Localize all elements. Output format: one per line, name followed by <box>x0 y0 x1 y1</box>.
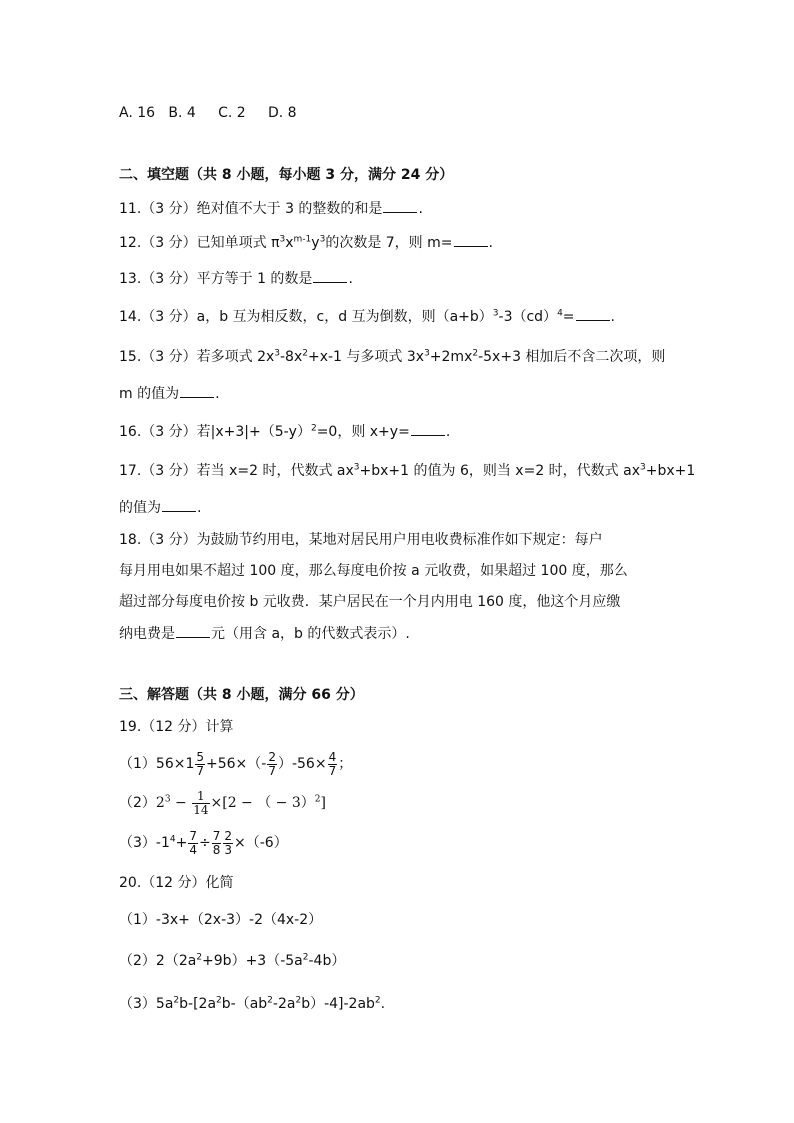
fraction: $\frac{2}{3}$ <box>224 828 232 857</box>
question-19-part2: $(2)2^3$ − $\frac{1}{14}$ ×[2 − （ − 3）$^2$] <box>119 788 326 817</box>
fraction: $\frac{2}{7}$ <box>268 749 276 778</box>
answer-blank <box>411 421 445 436</box>
answer-blank <box>576 306 610 321</box>
fraction: $\frac{5}{7}$ <box>196 749 204 778</box>
question-20-title: 20.（12 分）化简 <box>119 875 234 891</box>
question-18-line1: 18.（3 分）为鼓励节约用电，某地对居民用户用电收费标准作如下规定：每户 <box>119 532 603 548</box>
question-15-line2: m 的值为 . <box>119 383 220 404</box>
question-20-part2: $(2)2(2a^2+9b)+3(-5a^2-4b)$ <box>119 952 346 969</box>
section-answer-title: 三、解答题（共 8 小题，满分 66 分） <box>119 687 364 703</box>
fraction: $\frac{4}{7}$ <box>328 749 337 778</box>
question-20-part3: $(3)5a^2b-[2a^2b-(ab^2-2a^2b)-4]-2ab^2$. <box>119 995 386 1012</box>
question-20-part1: （1）-3x+（2x-3）-2（4x-2） <box>119 912 323 928</box>
question-16: 16.（3 分）若$|x+3|+(5-y)^2=0$，则 x+y= . <box>119 421 450 442</box>
answer-blank <box>176 623 210 638</box>
question-12: 12.（3 分）已知单项式 $\pi^3x^{m-1}y^3$的次数是 7，则 m= . <box>119 232 493 253</box>
choice-b: B. 4 <box>168 105 196 121</box>
question-18-line3: 超过部分每度电价按 b 元收费．某户居民在一个月内用电 160 度，他这个月应缴 <box>119 594 621 610</box>
answer-blank <box>454 232 488 247</box>
section-fill-title: 二、填空题（共 8 小题，每小题 3 分，满分 24 分） <box>119 167 454 183</box>
question-18-line2: 每月用电如果不超过 100 度，那么每度电价按 a 元收费，如果超过 100 度，那么 <box>119 563 628 579</box>
fraction: $\frac{1}{14}$ <box>193 788 209 817</box>
question-19-title: 19.（12 分）计算 <box>119 719 234 735</box>
question-19-part3: $(3)-1^4+$ $\frac{7}{4}$ ÷ $\frac{7}{8}$ $\frac{2}{3}$ ×（-6） <box>119 828 288 857</box>
choice-c: C. 2 <box>218 105 246 121</box>
choice-a: A. 16 <box>119 105 156 121</box>
choice-row <box>119 103 297 123</box>
question-11: 11.（3 分）绝对值不大于 3 的整数的和是 . <box>119 198 423 219</box>
question-17: 17.（3 分）若当 x=2 时，代数式 $ax^3+bx+1$ 的值为 6，则当 x=2 时，代数式 $ax^3+bx+1$ <box>119 462 696 479</box>
question-15: 15.（3 分）若多项式 $2x^3-8x^2+x-1$ 与多项式 $3x^3+2mx^2-5x+3$ 相加后不含二次项，则 <box>119 348 666 365</box>
fraction: $\frac{7}{4}$ <box>189 828 197 857</box>
question-13: 13.（3 分）平方等于 1 的数是 . <box>119 268 353 289</box>
answer-blank <box>180 383 214 398</box>
choice-d: D. 8 <box>267 105 297 121</box>
question-14: 14.（3 分）a，b 互为相反数，c，d 互为倒数，则$(a+b)^3-3(cd)^4=$ . <box>119 306 615 327</box>
answer-blank <box>383 198 417 213</box>
question-18-line4: 纳电费是 元（用含 a，b 的代数式表示）. <box>119 623 410 644</box>
question-19-part1: （1）56×1 $\frac{5}{7}$ +56×（- $\frac{2}{7}$ ）-56× $\frac{4}{7}$ ； <box>119 749 353 778</box>
answer-blank <box>162 497 196 512</box>
answer-blank <box>313 268 347 283</box>
question-17-line2: 的值为 . <box>119 497 201 518</box>
fraction: $\frac{7}{8}$ <box>212 828 221 857</box>
